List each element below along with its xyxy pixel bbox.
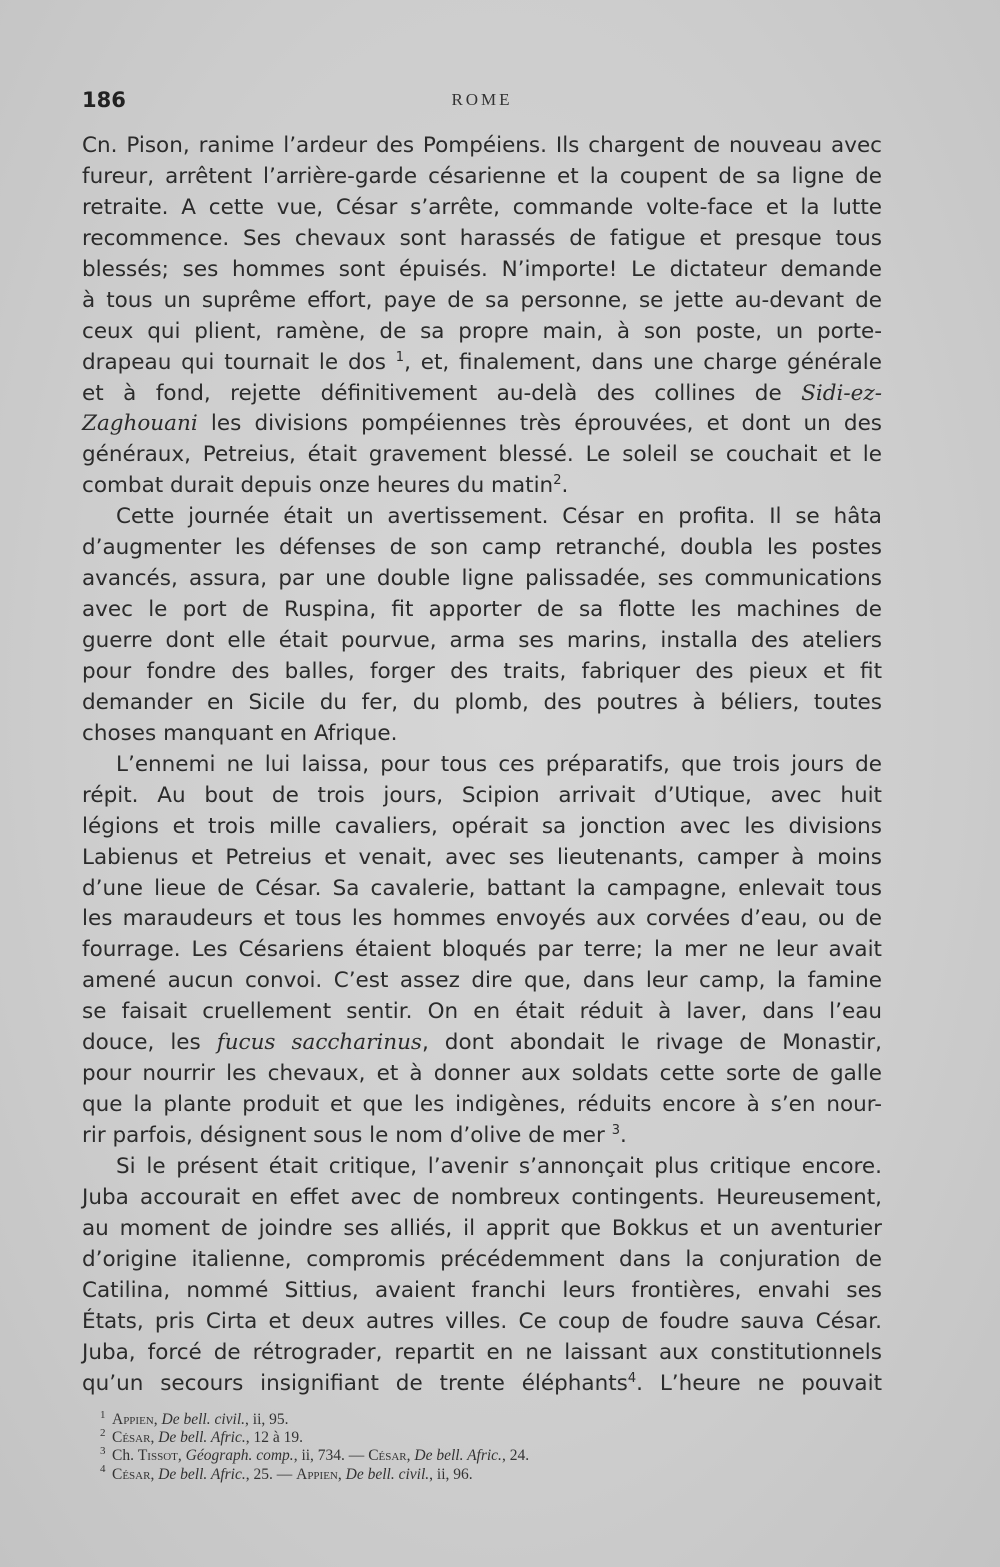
text-line: pour nourrir les chevaux, et à donner aux soldats cette sorte de galle — [82, 1061, 882, 1087]
work-title: De bell. Afric. — [414, 1447, 502, 1465]
footnote: 3 Ch. Tissot, Géograph. comp., ii, 734. — César, De bell. Afric., 24. — [100, 1445, 530, 1465]
text-line — [82, 1121, 882, 1152]
text-line: se faisait cruellement sentir. On en était réduit à laver, dans l’eau — [82, 999, 882, 1025]
text-line: que la plante produit et que les indigènes, réduits encore à s’en nour- — [82, 1092, 882, 1118]
footnote: 1 Appien, De bell. civil., ii, 95. — [100, 1408, 289, 1428]
author-name: César — [368, 1447, 407, 1465]
footnote-ref[interactable]: 3 — [611, 1122, 620, 1138]
text-span: , — [406, 1447, 415, 1465]
text-span: qu’un secours insignifiant de trente éléphants — [82, 1370, 628, 1396]
italic-place-name: Zaghouani — [82, 411, 198, 437]
text-span: , ii, 734. — — [293, 1447, 369, 1465]
text-span: douce, les — [82, 1030, 217, 1056]
text-span: , — [150, 1429, 159, 1447]
text-line: Labienus et Petreius et venait, avec ses lieutenants, camper à moins — [82, 844, 882, 870]
text-line — [82, 471, 882, 502]
text-span: , 12 à 19. — [245, 1429, 304, 1447]
text-span: , 24. — [501, 1447, 530, 1465]
text-line: amené aucun convoi. C’est assez dire que, dans leur camp, la famine — [82, 968, 882, 994]
footnote: 4 César, De bell. Afric., 25. — Appien, De bell. civil., ii, 96. — [100, 1463, 473, 1483]
text-line: d’augmenter les défenses de son camp retranché, doubla les postes — [82, 535, 882, 561]
text-span: , — [153, 1411, 162, 1428]
work-title: De bell. Afric. — [158, 1429, 246, 1447]
text-span: combat durait depuis onze heures du matin — [82, 473, 554, 499]
text-line: Juba, forcé de rétrograder, repartit en ne laissant aux constitutionnels — [82, 1339, 882, 1365]
text-line: répit. Au bout de trois jours, Scipion arrivait d’Utique, avec huit — [82, 782, 882, 808]
page-number: 186 — [82, 88, 126, 112]
text-line: ceux qui plient, ramène, de sa propre main, à son poste, un porte- — [82, 318, 882, 344]
author-name: Appien — [112, 1411, 154, 1428]
text-span: . — [619, 1123, 627, 1148]
italic-place-name: Sidi-ez- — [801, 380, 882, 406]
author-name: César — [112, 1429, 151, 1447]
body-text — [82, 131, 882, 1399]
text-span: Ch. — [112, 1447, 138, 1465]
footnote-ref[interactable]: 4 — [627, 1370, 637, 1386]
text-line: blessés; ses hommes sont épuisés. N’importe! Le dictateur demande — [82, 256, 882, 282]
text-line: avancés, assura, par une double ligne palissadée, ses communications — [82, 566, 882, 592]
text-span: . L’heure ne pouvait — [636, 1370, 883, 1396]
text-span: rir parfois, désignent sous le nom d’olive de mer — [82, 1123, 612, 1148]
text-span: , et, finalement, dans une charge générale — [404, 349, 882, 375]
text-span: , ii, 95. — [245, 1411, 289, 1428]
footnotes — [100, 1408, 732, 1484]
text-line: généraux, Petreius, était gravement blessé. Le soleil se couchait et le — [82, 442, 882, 468]
text-span: , dont abondait le rivage de Monastir, — [421, 1030, 882, 1056]
text-line: avec le port de Ruspina, fit apporter de sa flotte les machines de — [82, 597, 882, 623]
text-line: légions et trois mille cavaliers, opérait sa jonction avec les divisions — [82, 813, 882, 839]
text-span: , — [177, 1447, 186, 1465]
text-line: pour fondre des balles, forger des traits, fabriquer des pieux et fit — [82, 658, 882, 684]
text-line — [82, 1028, 882, 1059]
text-span: drapeau qui tournait le dos — [82, 349, 396, 375]
text-line: au moment de joindre ses alliés, il apprit que Bokkus et un aventurier — [82, 1215, 882, 1241]
text-line: recommence. Ses chevaux sont harassés de fatigue et presque tous — [82, 225, 882, 251]
footnote: 2 César, De bell. Afric., 12 à 19. — [100, 1427, 304, 1447]
work-title: De bell. Afric. — [158, 1465, 246, 1483]
text-line: fureur, arrêtent l’arrière-garde césarienne et la coupent de sa ligne de — [82, 163, 882, 189]
text-line: Juba accourait en effet avec de nombreux contingents. Heureusement, — [82, 1184, 882, 1210]
text-line — [82, 348, 882, 379]
text-line — [82, 1369, 882, 1400]
italic-latin-term: fucus saccharinus — [216, 1030, 422, 1056]
author-name: César — [112, 1465, 151, 1483]
text-span: les divisions pompéiennes très éprouvées, et dont un des — [197, 411, 882, 437]
author-name: Tissot — [137, 1447, 178, 1465]
author-name: Appien — [296, 1465, 338, 1483]
text-line: les maraudeurs et tous les hommes envoyés aux corvées d’eau, ou de — [82, 906, 882, 932]
text-line: choses manquant en Afrique. — [82, 720, 398, 746]
text-line: d’une lieue de César. Sa cavalerie, battant la campagne, enlevait tous — [82, 875, 882, 901]
work-title: De bell. civil. — [161, 1411, 246, 1428]
text-span: et à fond, rejette définitivement au-delà des collines de — [82, 380, 802, 406]
text-line: à tous un suprême effort, paye de sa personne, se jette au-devant de — [82, 287, 882, 313]
text-line: États, pris Cirta et deux autres villes. Ce coup de foudre sauva César. — [82, 1308, 882, 1334]
text-line: Cn. Pison, ranime l’ardeur des Pompéiens. Ils chargent de nouveau avec — [82, 133, 882, 158]
text-line: Catilina, nommé Sittius, avaient franchi leurs frontières, envahi ses — [82, 1277, 882, 1303]
text-span: , — [337, 1465, 346, 1483]
work-title: De bell. civil. — [345, 1465, 430, 1483]
footnote-ref[interactable]: 2 — [553, 473, 562, 489]
text-span: , ii, 96. — [429, 1465, 473, 1483]
text-span: . — [561, 473, 569, 499]
footnote-ref[interactable]: 1 — [395, 349, 405, 365]
paragraph-first-line: L’ennemi ne lui laissa, pour tous ces préparatifs, que trois jours de — [116, 751, 882, 777]
text-line: demander en Sicile du fer, du plomb, des poutres à béliers, toutes — [82, 689, 882, 715]
text-line — [82, 409, 882, 440]
text-line: retraite. A cette vue, César s’arrête, commande volte-face et la lutte — [82, 194, 882, 220]
paragraph-first-line: Cette journée était un avertissement. César en profita. Il se hâta — [116, 504, 882, 530]
page-header — [82, 88, 882, 118]
text-line: fourrage. Les Césariens étaient bloqués par terre; la mer ne leur avait — [82, 937, 882, 963]
text-line: d’origine italienne, compromis précédemment dans la conjuration de — [82, 1246, 882, 1272]
text-span: , — [150, 1465, 159, 1483]
text-line: guerre dont elle était pourvue, arma ses marins, installa des ateliers — [82, 628, 882, 653]
work-title: Géograph. comp. — [185, 1447, 294, 1465]
paragraph-first-line: Si le présent était critique, l’avenir s’annonçait plus critique encore. — [116, 1153, 882, 1179]
text-line — [82, 379, 882, 410]
running-head: ROME — [451, 90, 513, 109]
text-span: , 25. — — [245, 1465, 297, 1483]
